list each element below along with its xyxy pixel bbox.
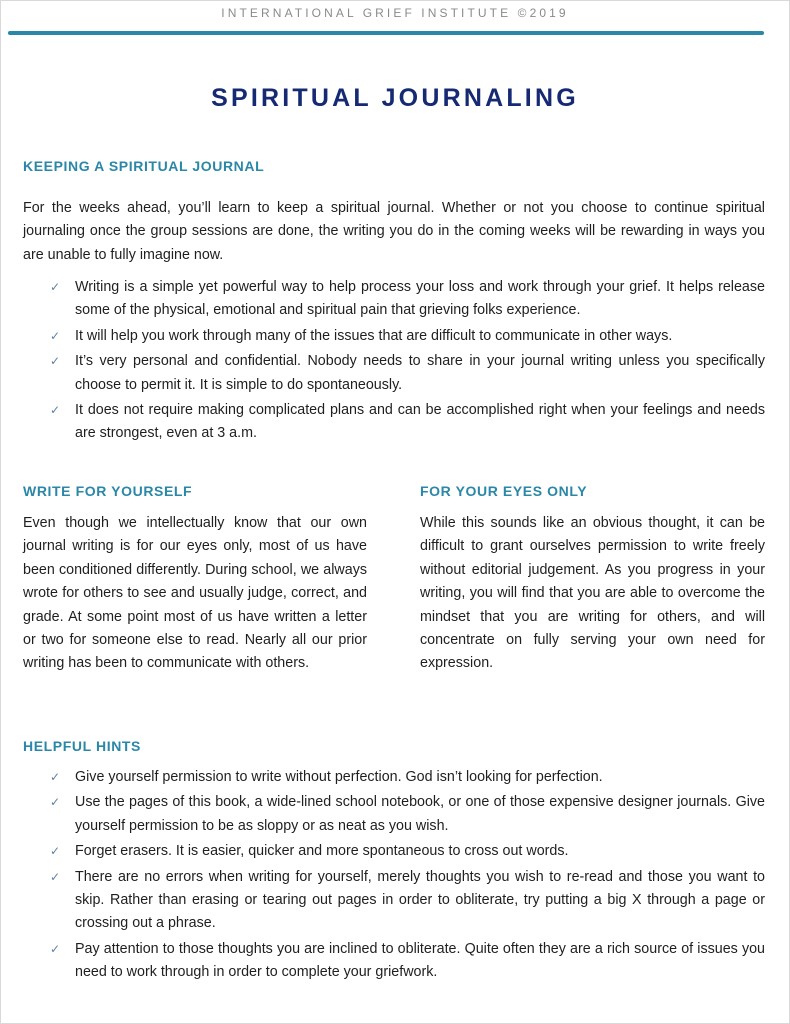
checkmark-icon: ✓ [50,770,61,784]
list-item: ✓ There are no errors when writing for yourself, merely thoughts you wish to re-read and those you want to skip. Rather than erasing or tearing out pages in order to obliterate, try putting a big X through a page or crossing out a phrase. [50,866,765,936]
list-item: ✓ It will help you work through many of the issues that are difficult to communicate in other ways. [50,325,765,348]
checkmark-icon: ✓ [50,869,61,884]
keeping-list [50,276,765,448]
eyes-only-heading: FOR YOUR EYES ONLY [420,483,588,499]
list-item: ✓ Use the pages of this book, a wide-lined school notebook, or one of those expensive designer journals. Give yourself permission to be as sloppy or as neat as you wish. [50,791,765,838]
write-for-yourself-body: Even though we intellectually know that our own journal writing is for our eyes only, most of us have been conditioned differently. During school, we always wrote for others to see and usually judge, correct, and grade. At some point most of us have written a letter or two for someone else to read. Nearly all our prior writing has been to communicate with others. [23,515,367,672]
list-item: ✓ It’s very personal and confidential. Nobody needs to share in your journal writing unless you specifically choose to permit it. It is simple to do spontaneously. [50,350,765,397]
hints-list [50,766,765,987]
header-text: INTERNATIONAL GRIEF INSTITUTE ©2019 [221,6,569,20]
list-item: ✓ Give yourself permission to write without perfection. God isn’t looking for perfection. [50,766,765,789]
eyes-only-body: While this sounds like an obvious thought, it can be difficult to grant ourselves permission to write freely without editorial judgement. As you progress in your writing, you will find that you are able to overcome the mindset that you are writing for others, and will concentrate on fully serving your own need for expression. [420,515,765,672]
list-item: ✓ It does not require making complicated plans and can be accomplished right when your feelings and needs are strongest, even at 3 a.m. [50,399,765,446]
list-item: ✓ Pay attention to those thoughts you are inclined to obliterate. Quite often they are a rich source of issues you need to work through in order to complete your griefwork. [50,938,765,985]
checkmark-icon: ✓ [50,795,61,810]
checkmark-icon: ✓ [50,844,61,859]
hints-heading: HELPFUL HINTS [23,738,141,754]
checkmark-icon: ✓ [50,280,61,294]
checkmark-icon: ✓ [50,941,61,956]
write-for-yourself-heading: WRITE FOR YOURSELF [23,483,193,499]
list-item: ✓ Writing is a simple yet powerful way to help process your loss and work through your grief. It helps release some of the physical, emotional and spiritual pain that grieving folks experience. [50,276,765,323]
checkmark-icon: ✓ [50,354,61,369]
page-title: SPIRITUAL JOURNALING [211,84,579,112]
keeping-intro: For the weeks ahead, you’ll learn to keep a spiritual journal. Whether or not you choose to continue spiritual journaling once the group sessions are done, the writing you do in the coming weeks will be rewarding in ways you are unable to fully imagine now. [23,200,765,263]
checkmark-icon: ✓ [50,403,61,418]
list-item: ✓ Forget erasers. It is easier, quicker and more spontaneous to cross out words. [50,840,765,863]
header-rule [8,31,764,35]
keeping-heading: KEEPING A SPIRITUAL JOURNAL [23,158,265,174]
checkmark-icon: ✓ [50,328,61,343]
